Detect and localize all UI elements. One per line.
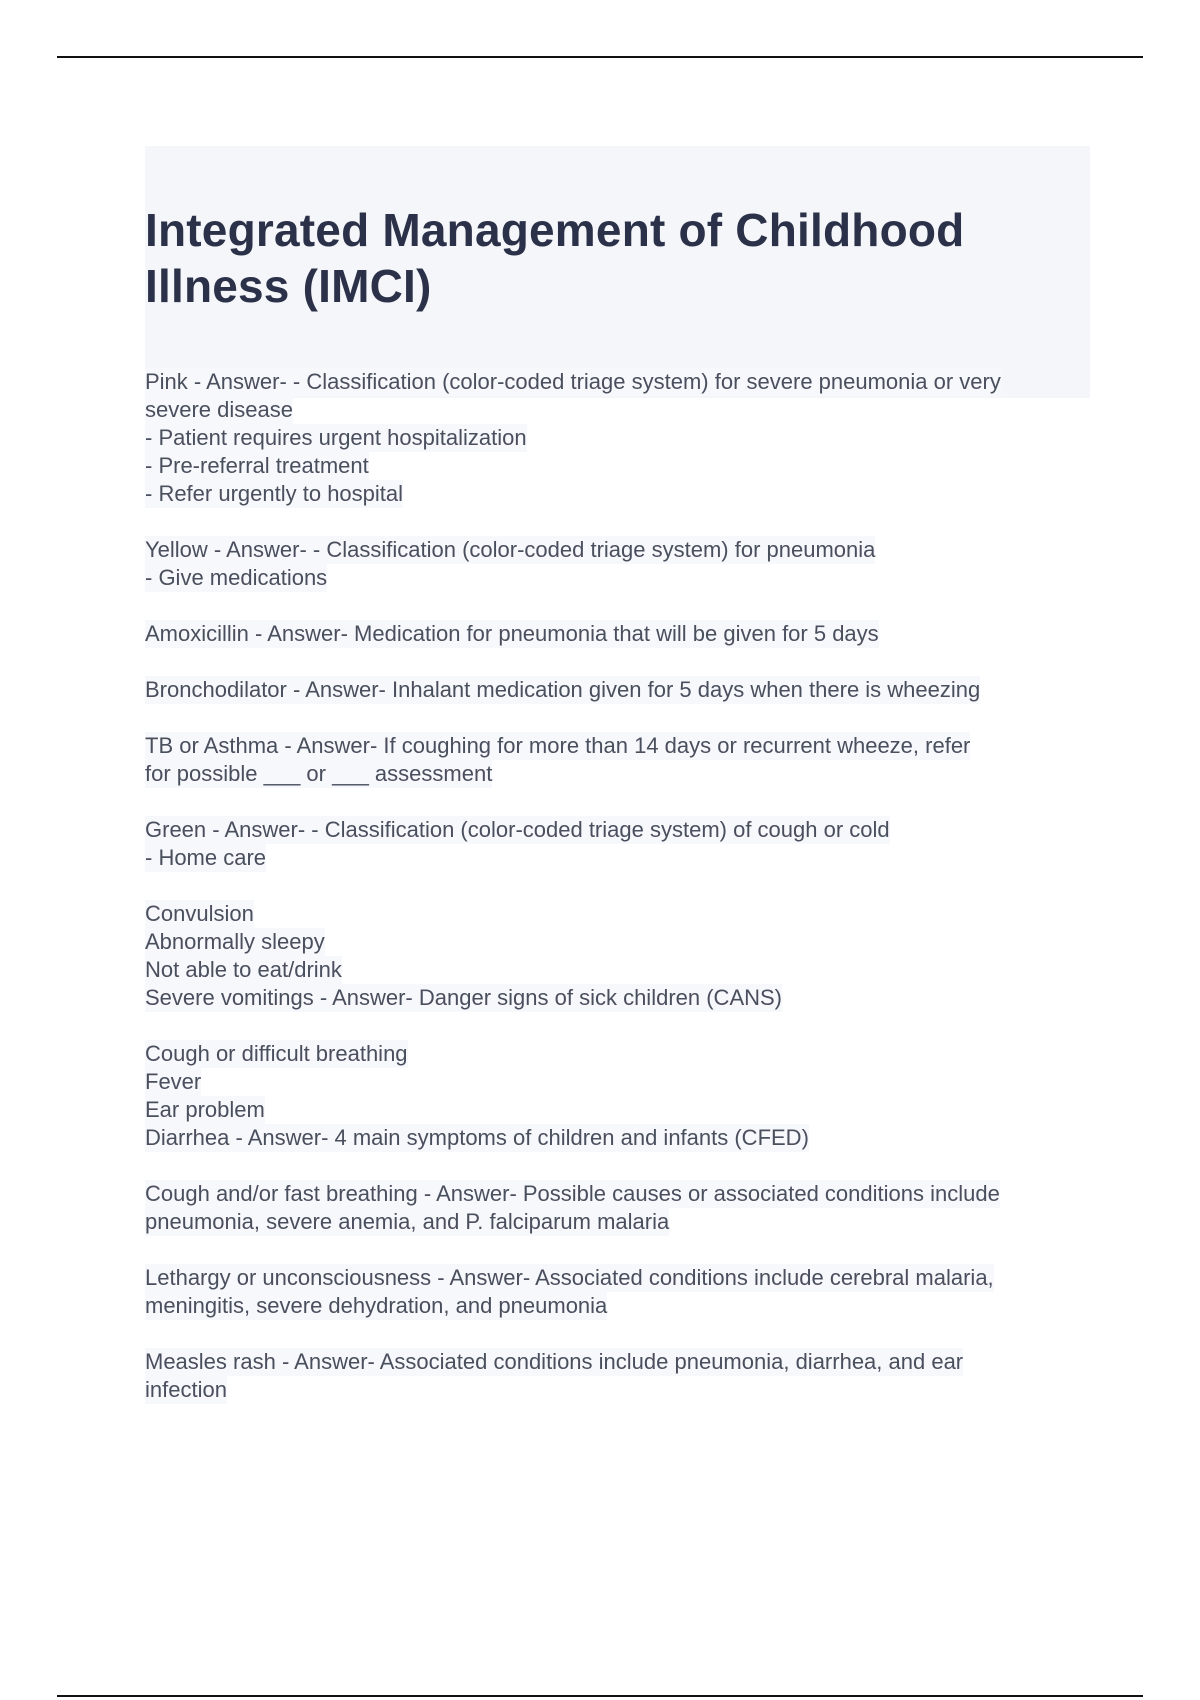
page-title xyxy=(145,202,1090,314)
flashcard-line-row xyxy=(145,620,1090,648)
flashcard-line-row xyxy=(145,1348,1090,1376)
flashcard-line-row xyxy=(145,816,1090,844)
flashcard xyxy=(145,732,1090,788)
top-rule xyxy=(57,56,1143,58)
flashcard-line-row xyxy=(145,760,1090,788)
flashcard-line-row xyxy=(145,1040,1090,1068)
title-line: Illness (IMCI) xyxy=(145,260,432,312)
flashcard-line: Severe vomitings - Answer- Danger signs of sick children (CANS) xyxy=(145,985,783,1010)
flashcard-line-row xyxy=(145,536,1090,564)
flashcard-line-row xyxy=(145,424,1090,452)
flashcard-line-row xyxy=(145,1376,1090,1404)
flashcard-line: Green - Answer- - Classification (color-coded triage system) of cough or cold xyxy=(145,817,890,842)
flashcard xyxy=(145,1180,1090,1236)
flashcard-line-row xyxy=(145,396,1090,424)
flashcard-line: Cough and/or fast breathing - Answer- Possible causes or associated conditions include xyxy=(145,1181,1000,1206)
flashcard-line: Pink - Answer- - Classification (color-coded triage system) for severe pneumonia or very xyxy=(145,369,1001,394)
flashcard-line: Abnormally sleepy xyxy=(145,929,325,954)
flashcard-line-row xyxy=(145,1096,1090,1124)
flashcard-list xyxy=(145,368,1090,1432)
flashcard-line-row xyxy=(145,1124,1090,1152)
flashcard-line: - Refer urgently to hospital xyxy=(145,481,404,506)
title-line: Integrated Management of Childhood xyxy=(145,204,965,256)
flashcard-line-row xyxy=(145,732,1090,760)
flashcard-line: severe disease xyxy=(145,397,293,422)
flashcard-line: - Home care xyxy=(145,845,267,870)
flashcard-line: Not able to eat/drink xyxy=(145,957,342,982)
flashcard-line: Bronchodilator - Answer- Inhalant medication given for 5 days when there is wheezing xyxy=(145,677,981,702)
flashcard-line: Yellow - Answer- - Classification (color-coded triage system) for pneumonia xyxy=(145,537,876,562)
flashcard xyxy=(145,620,1090,648)
flashcard-line-row xyxy=(145,676,1090,704)
flashcard-line: Diarrhea - Answer- 4 main symptoms of children and infants (CFED) xyxy=(145,1125,809,1150)
flashcard xyxy=(145,900,1090,1012)
flashcard xyxy=(145,676,1090,704)
flashcard-line: TB or Asthma - Answer- If coughing for more than 14 days or recurrent wheeze, refer xyxy=(145,733,971,758)
flashcard-line: Fever xyxy=(145,1069,202,1094)
flashcard xyxy=(145,1264,1090,1320)
flashcard xyxy=(145,1348,1090,1404)
flashcard xyxy=(145,536,1090,592)
flashcard-line: - Pre-referral treatment xyxy=(145,453,369,478)
flashcard-line: infection xyxy=(145,1377,227,1402)
flashcard-line: pneumonia, severe anemia, and P. falciparum malaria xyxy=(145,1209,670,1234)
flashcard-line: Cough or difficult breathing xyxy=(145,1041,408,1066)
flashcard-line-row xyxy=(145,900,1090,928)
flashcard xyxy=(145,368,1090,508)
flashcard-line: for possible ___ or ___ assessment xyxy=(145,761,493,786)
flashcard-line-row xyxy=(145,956,1090,984)
flashcard xyxy=(145,1040,1090,1152)
flashcard-line: Lethargy or unconsciousness - Answer- Associated conditions include cerebral malaria, xyxy=(145,1265,994,1290)
flashcard-line-row xyxy=(145,564,1090,592)
flashcard-line-row xyxy=(145,928,1090,956)
flashcard-line: - Give medications xyxy=(145,565,328,590)
flashcard-line-row xyxy=(145,1208,1090,1236)
flashcard-line: Ear problem xyxy=(145,1097,265,1122)
flashcard-line: Measles rash - Answer- Associated conditions include pneumonia, diarrhea, and ear xyxy=(145,1349,964,1374)
flashcard-line-row xyxy=(145,1292,1090,1320)
flashcard-line-row xyxy=(145,480,1090,508)
flashcard-line-row xyxy=(145,1068,1090,1096)
flashcard-line: - Patient requires urgent hospitalization xyxy=(145,425,527,450)
bottom-rule xyxy=(57,1695,1143,1697)
flashcard xyxy=(145,816,1090,872)
flashcard-line-row xyxy=(145,368,1090,396)
flashcard-line-row xyxy=(145,452,1090,480)
flashcard-line-row xyxy=(145,1180,1090,1208)
flashcard-line-row xyxy=(145,984,1090,1012)
flashcard-line-row xyxy=(145,844,1090,872)
flashcard-line: meningitis, severe dehydration, and pneumonia xyxy=(145,1293,608,1318)
title-block xyxy=(145,146,1090,398)
flashcard-line: Convulsion xyxy=(145,901,254,926)
flashcard-line: Amoxicillin - Answer- Medication for pneumonia that will be given for 5 days xyxy=(145,621,879,646)
flashcard-line-row xyxy=(145,1264,1090,1292)
